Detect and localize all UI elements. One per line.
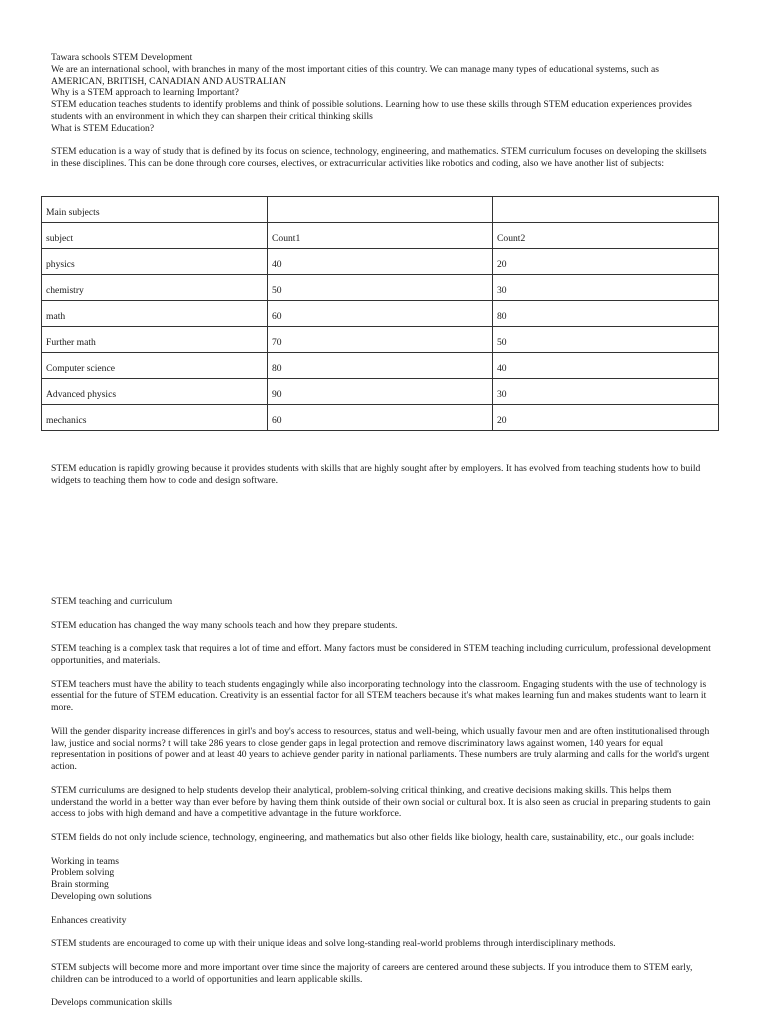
list-item: Brain storming [51, 879, 109, 891]
cell-text: 70 [272, 337, 282, 349]
table-cell [493, 223, 719, 249]
list-item: Developing own solutions [51, 890, 152, 902]
table-cell [268, 249, 493, 275]
cell-text: math [46, 311, 66, 323]
paragraph: STEM teachers must have the ability to teach students engagingly while also incorporating technology into the classroom. Engaging students with the use of technology is essential for the future of STEM education. Creativity is an essential factor for all STEM teachers because it's what makes learning fun and makes students want to learn it more. [51, 678, 707, 714]
table-cell [42, 197, 268, 223]
cell-text: 20 [497, 259, 507, 271]
cell-text: chemistry [46, 285, 84, 297]
cell-text: 80 [272, 363, 282, 375]
column-header: subject [46, 233, 74, 245]
paragraph: STEM curriculums are designed to help students develop their analytical, problem-solving critical thinking, and creative decisions making skills. This helps them understand the world in a better way than ever before by having them think outside of their own social or cultural box. It is also seen as crucial in preparing students to gain access to jobs with high demand and have a competitive advantage in the future workforce. [51, 784, 711, 820]
table-cell [42, 275, 268, 301]
cell-text: Advanced physics [46, 389, 117, 401]
table-header-row [42, 223, 719, 249]
cell-text: Computer science [46, 363, 115, 375]
table-cell [268, 353, 493, 379]
table-cell [42, 379, 268, 405]
cell-text: physics [46, 259, 75, 271]
table-cell [493, 379, 719, 405]
table-cell [268, 379, 493, 405]
cell-text: 50 [497, 337, 507, 349]
cell-text: Further math [46, 337, 96, 349]
paragraph: Will the gender disparity increase differences in girl's and boy's access to resources, status and well-being, which usually favour men and are often institutionalised through law, justice and social norms? t will take 286 years to close gender gaps in legal protection and remove discriminatory laws against women, 140 years for equal representation in positions of power and at least 40 years to achieve gender parity in national parliaments. These numbers are truly alarming and calls for the world's urgent action. [51, 725, 710, 773]
table-title: Main subjects [46, 207, 100, 219]
table-cell [42, 223, 268, 249]
table-row [42, 275, 719, 301]
header-line: STEM education teaches students to identify problems and think of possible solutions. Learning how to use these skills through STEM education experiences provides students with an environment in which they can sharpen their critical thinking skills [51, 99, 692, 122]
list-item: Working in teams [51, 855, 119, 867]
column-header: Count1 [272, 233, 301, 245]
table-cell [268, 275, 493, 301]
cell-text: 20 [497, 415, 507, 427]
table-row [42, 327, 719, 353]
table-cell [268, 301, 493, 327]
table-title-row [42, 197, 719, 223]
document-header [51, 52, 711, 135]
paragraph: STEM students are encouraged to come up with their unique ideas and solve long-standing real-world problems through interdisciplinary methods. [51, 938, 616, 950]
cell-text: 50 [272, 285, 282, 297]
paragraph: STEM subjects will become more and more important over time since the majority of careers are centered around these subjects. If you introduce them to STEM early, children can be introduced to a world of opportunities and learn applicable skills. [51, 961, 693, 985]
table-cell [42, 327, 268, 353]
table-row [42, 301, 719, 327]
table-cell [268, 405, 493, 431]
subheading: Develops communication skills [51, 997, 172, 1009]
list-item: Problem solving [51, 867, 115, 879]
table-row [42, 353, 719, 379]
table-cell [493, 275, 719, 301]
column-header: Count2 [497, 233, 526, 245]
subheading: Enhances creativity [51, 914, 127, 926]
cell-text: 80 [497, 311, 507, 323]
intro-paragraph: STEM education is a way of study that is defined by its focus on science, technology, engineering, and mathematics. STEM curriculum focuses on developing the skillsets in these disciplines. This can be done through core courses, electives, or extracurricular activities like robotics and coding, also we have another list of subjects: [51, 146, 707, 169]
table-cell [493, 327, 719, 353]
table-cell [493, 353, 719, 379]
section-heading: STEM teaching and curriculum [51, 596, 173, 607]
header-line: We are an international school, with branches in many of the most important cities of this country. We can manage many types of educational systems, such as [51, 63, 660, 75]
cell-text: 40 [497, 363, 507, 375]
cell-text: 40 [272, 259, 282, 271]
table-cell [42, 301, 268, 327]
table-cell [42, 353, 268, 379]
table-cell [493, 405, 719, 431]
subjects-table [41, 196, 719, 431]
cell-text: 30 [497, 389, 507, 401]
cell-text: mechanics [46, 415, 87, 427]
cell-text: 30 [497, 285, 507, 297]
document-title: Tawara schools STEM Development [51, 52, 193, 63]
header-line: AMERICAN, BRITISH, CANADIAN AND AUSTRALIAN [51, 75, 287, 87]
teaching-section [51, 596, 715, 1021]
table-row [42, 379, 719, 405]
table-cell [268, 327, 493, 353]
header-line: Why is a STEM approach to learning Important? [51, 87, 239, 99]
table-cell [493, 301, 719, 327]
table-cell [493, 197, 719, 223]
cell-text: 60 [272, 415, 282, 427]
table-cell [268, 223, 493, 249]
table-row [42, 405, 719, 431]
header-line: What is STEM Education? [51, 122, 155, 134]
table-cell [268, 197, 493, 223]
growth-paragraph: STEM education is rapidly growing because it provides students with skills that are highly sought after by employers. It has evolved from teaching students how to build widgets to teaching them how to code and design software. [51, 463, 701, 486]
table-row [42, 249, 719, 275]
table-cell [42, 405, 268, 431]
goals-list [51, 856, 715, 903]
paragraph: STEM education has changed the way many schools teach and how they prepare students. [51, 619, 398, 631]
table-cell [493, 249, 719, 275]
paragraph: STEM fields do not only include science, technology, engineering, and mathematics but also other fields like biology, health care, sustainability, etc., our goals include: [51, 831, 695, 843]
table-cell [42, 249, 268, 275]
cell-text: 90 [272, 389, 282, 401]
paragraph: STEM teaching is a complex task that requires a lot of time and effort. Many factors must be considered in STEM teaching including curriculum, professional development opportunities, and materials. [51, 643, 711, 666]
cell-text: 60 [272, 311, 282, 323]
